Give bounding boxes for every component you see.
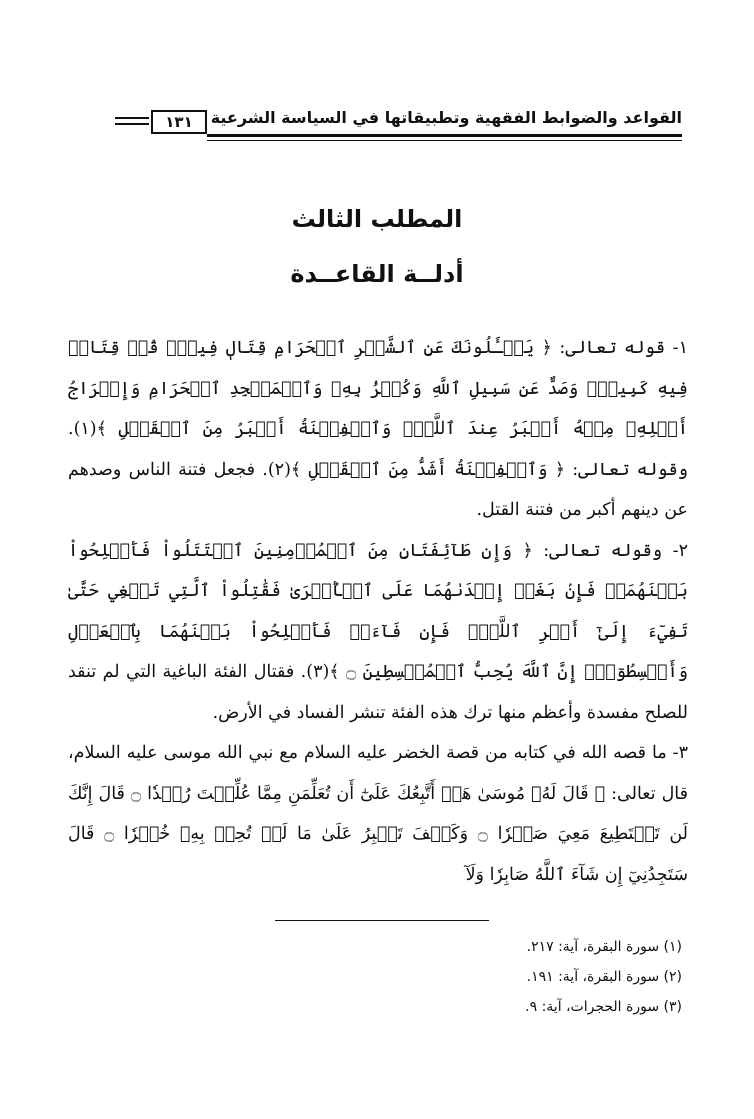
- footnotes: [525, 932, 682, 1022]
- header-rule-thick: [207, 134, 682, 137]
- header-rule-thin: [207, 140, 682, 141]
- paragraph-1: ١- قوله تعالى: ﴿ يَسۡـَٔلُونَكَ عَنِ ٱلشَّهۡرِ ٱلۡحَرَامِ قِتَالٖ فِيهِۖ قُلۡ قِتَالٞ فِيهِ كَبِيرٞۚ وَصَدٌّ عَن سَبِيلِ ٱللَّهِ وَكُفۡرُۢ بِهِۦ وَٱلۡمَسۡجِدِ ٱلۡحَرَامِ وَإِخۡرَاجُ أَهۡلِهِۦ مِنۡهُ أَكۡبَرُ عِندَ ٱللَّهِۚ وَٱلۡفِتۡنَةُ أَكۡبَرُ مِنَ ٱلۡقَتۡلِ ﴾(١). وقوله تعالى: ﴿ وَٱلۡفِتۡنَةُ أَشَدُّ مِنَ ٱلۡقَتۡلِ ﴾(٢). فجعل فتنة الناس وصدهم عن دينهم أكبر من فتنة القتل.: [68, 338, 688, 520]
- paragraph-2: ٢- وقوله تعالى: ﴿ وَإِن طَآئِفَتَانِ مِنَ ٱلۡمُؤۡمِنِينَ ٱقۡتَتَلُواْ فَأَصۡلِحُواْ بَيۡنَهُمَاۖ فَإِنۢ بَغَتۡ إِحۡدَىٰهُمَا عَلَى ٱلۡأُخۡرَىٰ فَقَٰتِلُواْ ٱلَّتِي تَبۡغِي حَتَّىٰ تَفِيٓءَ إِلَىٰٓ أَمۡرِ ٱللَّهِۚ فَإِن فَآءَتۡ فَأَصۡلِحُواْ بَيۡنَهُمَا بِٱلۡعَدۡلِ وَأَقۡسِطُوٓاْۖ إِنَّ ٱللَّهَ يُحِبُّ ٱلۡمُقۡسِطِينَ ۝ ﴾(٣). فقتال الفئة الباغية التي لم تنقد للصلح مفسدة وأعظم منها ترك هذه الفئة تنشر الفساد في الأرض.: [68, 540, 688, 723]
- page-number-ornament: [115, 117, 149, 119]
- footnote-2: (٢) سورة البقرة، آية: ١٩١.: [526, 969, 682, 985]
- main-text: [68, 328, 688, 895]
- footnote-1: (١) سورة البقرة، آية: ٢١٧.: [526, 939, 682, 955]
- paragraph-3: ٣- ما قصه الله في كتابه من قصة الخضر عليه السلام مع نبي الله موسى عليه السلام، قال تعالى: ﴿ قَالَ لَهُۥ مُوسَىٰ هَلۡ أَتَّبِعُكَ عَلَىٰٓ أَن تُعَلِّمَنِ مِمَّا عُلِّمۡتَ رُشۡدٗا ۝ قَالَ إِنَّكَ لَن تَسۡتَطِيعَ مَعِيَ صَبۡرٗا ۝ وَكَيۡفَ تَصۡبِرُ عَلَىٰ مَا لَمۡ تُحِطۡ بِهِۦ خُبۡرٗا ۝ قَالَ سَتَجِدُنِيٓ إِن شَآءَ ٱللَّهُ صَابِرٗا وَلَآ: [68, 743, 688, 885]
- footnote-separator: [275, 920, 489, 921]
- section-subtitle: أدلــة القاعــدة: [290, 260, 464, 288]
- page-number: ١٣١: [151, 110, 207, 134]
- running-title: القواعد والضوابط الفقهية وتطبيقاتها في السياسة الشرعية: [210, 108, 682, 127]
- footnote-3: (٣) سورة الحجرات، آية: ٩.: [525, 999, 682, 1015]
- page-number-ornament: [115, 123, 149, 125]
- page-header: [115, 104, 682, 138]
- section-heading: المطلب الثالث: [291, 205, 463, 233]
